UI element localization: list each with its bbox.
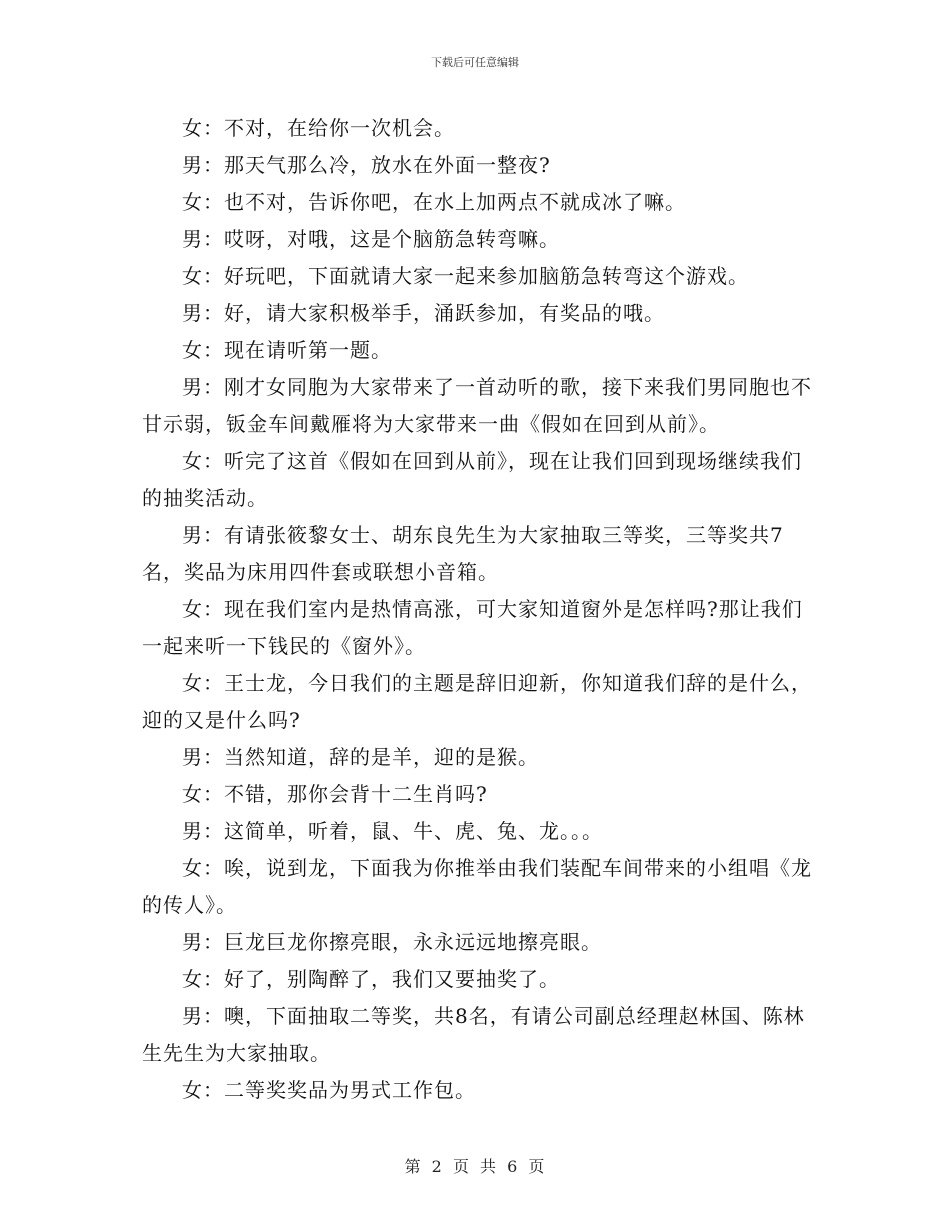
dialogue-line: 男：有请张筱黎女士、胡东良先生为大家抽取三等奖，三等奖共7名，奖品为床用四件套或联想小音箱。 xyxy=(142,523,784,584)
document-body xyxy=(142,110,812,1109)
dialogue-line: 男：哎呀，对哦，这是个脑筋急转弯嘛。 xyxy=(182,227,560,251)
dialogue-line: 女：王士龙，今日我们的主题是辞旧迎新，你知道我们辞的是什么，迎的又是什么吗? xyxy=(142,671,812,732)
dialogue-line: 男：这简单，听着，鼠、牛、虎、兔、龙。。。 xyxy=(182,819,603,843)
dialogue-line: 男：刚才女同胞为大家带来了一首动听的歌，接下来我们男同胞也不甘示弱，钣金车间戴雁将为大家带来一曲《假如在回到从前》。 xyxy=(142,375,812,436)
page-number-footer: 第 2 页 共 6 页 xyxy=(404,1157,546,1176)
dialogue-line: 男：好，请大家积极举手，涌跃参加，有奖品的哦。 xyxy=(182,301,665,325)
dialogue-line: 男：巨龙巨龙你擦亮眼，永永远远地擦亮眼。 xyxy=(182,930,602,954)
dialogue-line: 女：不对，在给你一次机会。 xyxy=(182,116,455,140)
page-header: 下载后可任意编辑 xyxy=(431,56,519,69)
dialogue-line: 男：当然知道，辞的是羊，迎的是猴。 xyxy=(182,745,539,769)
dialogue-line: 女：现在请听第一题。 xyxy=(182,338,392,362)
dialogue-line: 女：听完了这首《假如在回到从前》，现在让我们回到现场继续我们的抽奖活动。 xyxy=(142,449,802,510)
dialogue-line: 女：现在我们室内是热情高涨，可大家知道窗外是怎样吗?那让我们一起来听一下钱民的《窗外》。 xyxy=(142,597,803,658)
dialogue-line: 男：那天气那么冷，放水在外面一整夜? xyxy=(182,153,551,177)
dialogue-line: 女：二等奖奖品为男式工作包。 xyxy=(182,1078,476,1102)
dialogue-line: 女：唉，说到龙，下面我为你推举由我们装配车间带来的小组唱《龙的传人》。 xyxy=(142,856,812,917)
dialogue-line: 女：好玩吧，下面就请大家一起来参加脑筋急转弯这个游戏。 xyxy=(182,264,749,288)
dialogue-line: 男：噢，下面抽取二等奖，共8名，有请公司副总经理赵林国、陈林生先生为大家抽取。 xyxy=(142,1004,805,1065)
dialogue-line: 女：好了，别陶醉了，我们又要抽奖了。 xyxy=(182,967,560,991)
dialogue-line: 女：不错，那你会背十二生肖吗? xyxy=(182,782,488,806)
dialogue-line: 女：也不对，告诉你吧，在水上加两点不就成冰了嘛。 xyxy=(182,190,686,214)
